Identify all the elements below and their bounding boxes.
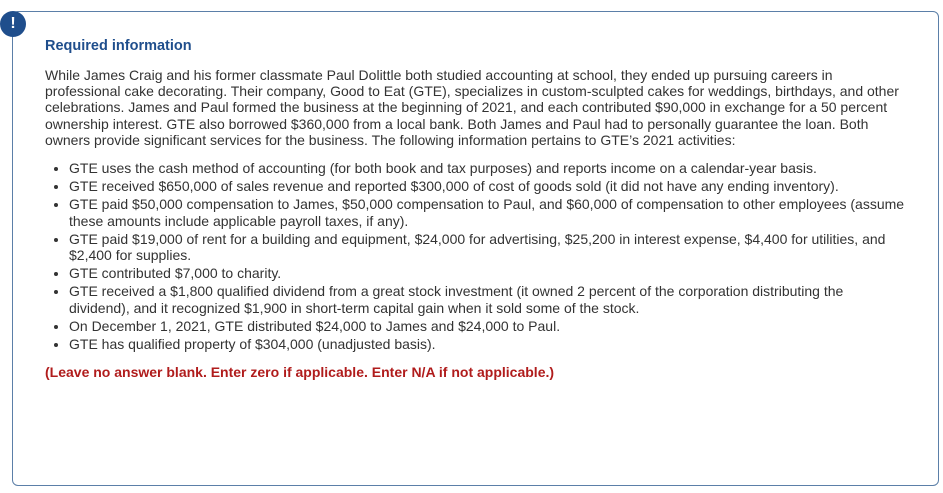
list-item: • GTE received $650,000 of sales revenue and reported $300,000 of cost of goods sold (it did not have any ending inventory). bbox=[69, 178, 905, 194]
list-item: • GTE received a $1,800 qualified dividend from a great stock investment (it owned 2 percent of the corporation distributing the dividend), and it recognized $1,900 in short-term capital gain when it sold some of the stock. bbox=[69, 283, 905, 315]
facts-list bbox=[45, 160, 905, 352]
list-item: • On December 1, 2021, GTE distributed $24,000 to James and $24,000 to Paul. bbox=[69, 318, 905, 334]
list-item: • GTE paid $19,000 of rent for a building and equipment, $24,000 for advertising, $25,200 in interest expense, $4,400 for utilities, and $2,400 for supplies. bbox=[69, 231, 905, 263]
exclamation-icon: ! bbox=[0, 11, 26, 37]
card-content bbox=[45, 38, 905, 381]
section-heading: Required information bbox=[45, 38, 192, 54]
list-item: • GTE paid $50,000 compensation to James, $50,000 compensation to Paul, and $60,000 of compensation to other employees (assume these amounts include applicable payroll taxes, if any). bbox=[69, 196, 905, 228]
required-information-card bbox=[12, 11, 939, 486]
intro-paragraph: While James Craig and his former classmate Paul Dolittle both studied accounting at school, they ended up pursuing careers in professional cake decorating. Their company, Good to Eat (GTE), specializes in custom-sculpted cakes for weddings, birthdays, and other celebrations. James and Paul formed the business at the beginning of 2021, and each contributed $90,000 in exchange for a 50 percent ownership interest. GTE also borrowed $360,000 from a local bank. Both James and Paul had to personally guarantee the loan. Both owners provide significant services for the business. The following information pertains to GTE’s 2021 activities: bbox=[45, 67, 899, 148]
list-item: • GTE has qualified property of $304,000 (unadjusted basis). bbox=[69, 336, 905, 352]
list-item: • GTE contributed $7,000 to charity. bbox=[69, 265, 905, 281]
instruction-note: (Leave no answer blank. Enter zero if applicable. Enter N/A if not applicable.) bbox=[45, 364, 555, 381]
list-item: • GTE uses the cash method of accounting (for both book and tax purposes) and reports income on a calendar-year basis. bbox=[69, 160, 905, 176]
